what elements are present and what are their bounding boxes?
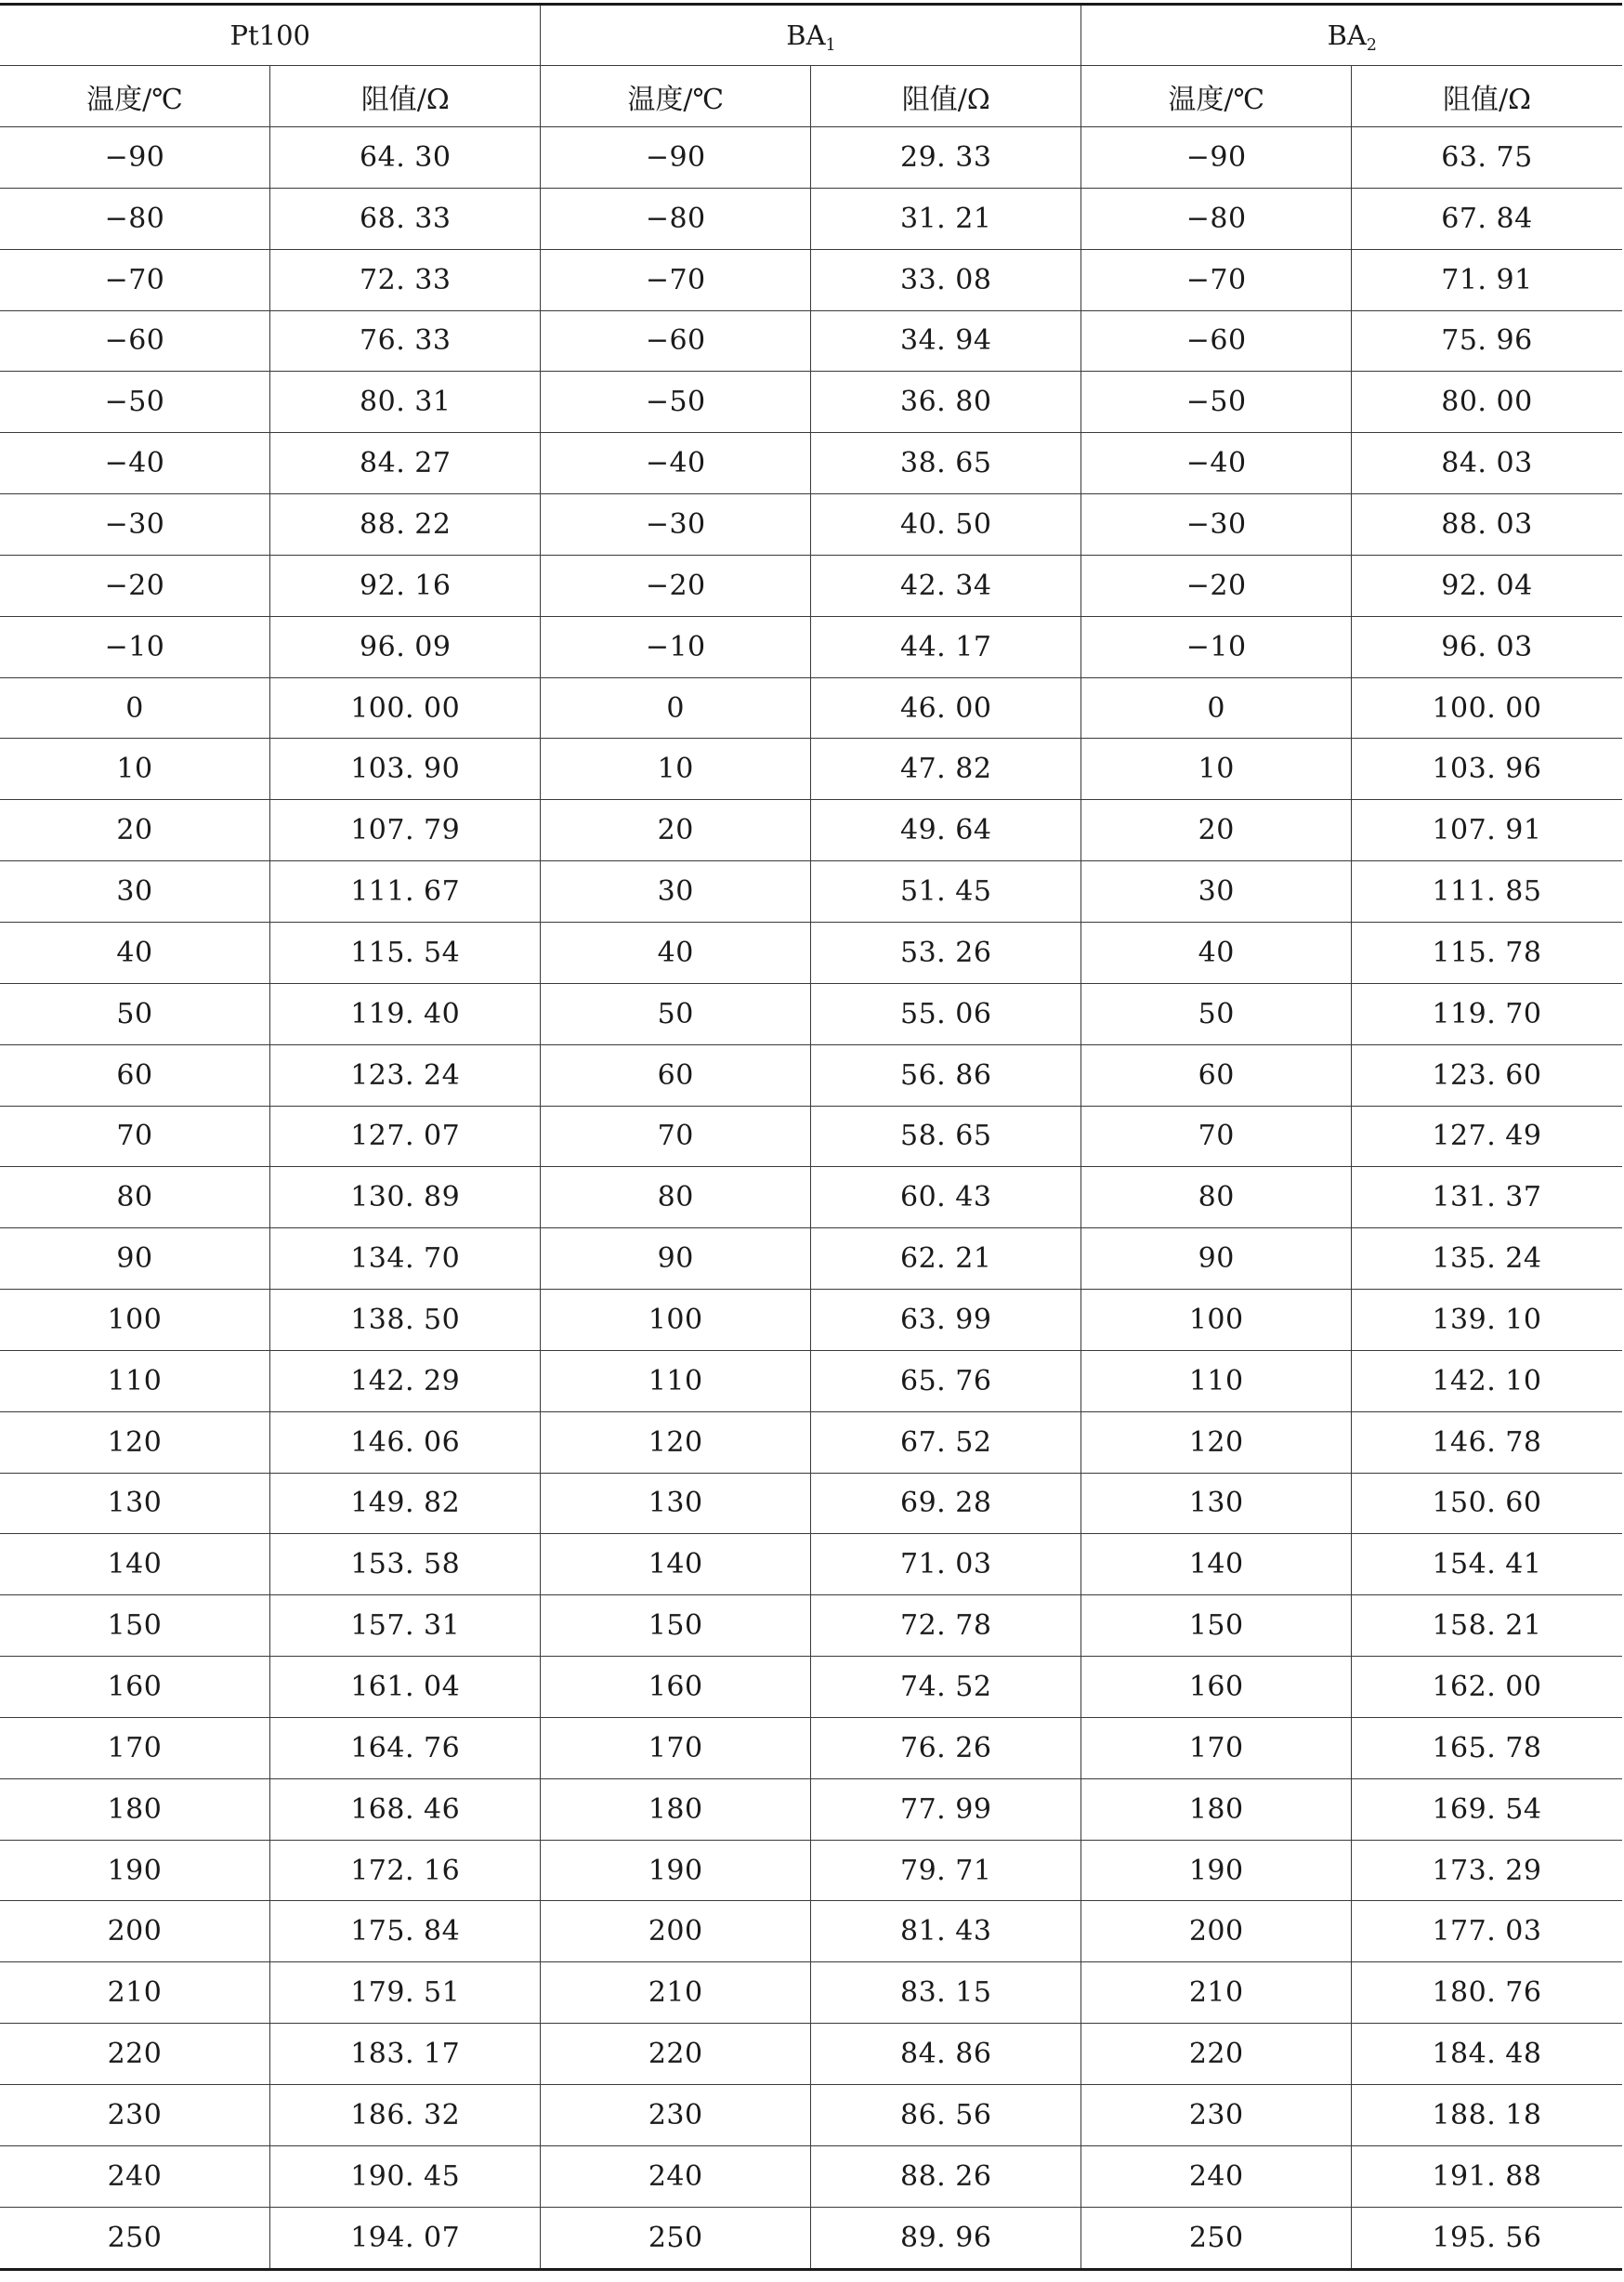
table-row — [0, 1228, 1622, 1290]
cell-pt100-temperature: 160 — [0, 1657, 269, 1718]
cell-pt100-resistance: 157. 31 — [269, 1595, 541, 1657]
cell-ba1-temperature: 100 — [541, 1290, 810, 1351]
cell-pt100-resistance: 134. 70 — [269, 1228, 541, 1290]
cell-ba1-resistance: 63. 99 — [810, 1290, 1081, 1351]
cell-pt100-temperature: 110 — [0, 1350, 269, 1411]
cell-ba2-resistance: 158. 21 — [1351, 1595, 1622, 1657]
table-row — [0, 1534, 1622, 1595]
table-row — [0, 677, 1622, 739]
cell-ba1-resistance: 84. 86 — [810, 2024, 1081, 2085]
cell-pt100-resistance: 76. 33 — [269, 310, 541, 372]
cell-ba1-resistance: 56. 86 — [810, 1044, 1081, 1106]
cell-ba1-temperature: 140 — [541, 1534, 810, 1595]
cell-ba1-resistance: 71. 03 — [810, 1534, 1081, 1595]
cell-ba1-temperature: −20 — [541, 555, 810, 616]
cell-ba1-resistance: 81. 43 — [810, 1901, 1081, 1962]
column-header-temperature: 温度/℃ — [0, 66, 269, 127]
cell-pt100-resistance: 80. 31 — [269, 372, 541, 433]
cell-ba2-resistance: 162. 00 — [1351, 1657, 1622, 1718]
resistance-table-container — [0, 3, 1622, 2271]
cell-ba1-resistance: 77. 99 — [810, 1778, 1081, 1840]
cell-pt100-resistance: 183. 17 — [269, 2024, 541, 2085]
cell-ba1-temperature: −70 — [541, 249, 810, 310]
cell-ba1-temperature: 110 — [541, 1350, 810, 1411]
cell-ba2-resistance: 180. 76 — [1351, 1962, 1622, 2024]
cell-pt100-temperature: 0 — [0, 677, 269, 739]
cell-ba1-temperature: 180 — [541, 1778, 810, 1840]
cell-ba1-temperature: −10 — [541, 616, 810, 677]
cell-pt100-temperature: 80 — [0, 1167, 269, 1228]
cell-ba1-resistance: 72. 78 — [810, 1595, 1081, 1657]
cell-ba1-temperature: 70 — [541, 1106, 810, 1167]
cell-ba2-resistance: 100. 00 — [1351, 677, 1622, 739]
cell-ba2-temperature: 250 — [1081, 2207, 1351, 2269]
cell-ba2-temperature: 170 — [1081, 1717, 1351, 1778]
column-header-resistance: 阻值/Ω — [1351, 66, 1622, 127]
group-header-ba1 — [541, 5, 1081, 66]
cell-pt100-resistance: 115. 54 — [269, 922, 541, 983]
cell-ba2-resistance: 150. 60 — [1351, 1473, 1622, 1534]
cell-ba1-temperature: 190 — [541, 1840, 810, 1901]
cell-pt100-temperature: 240 — [0, 2145, 269, 2207]
table-row — [0, 433, 1622, 494]
cell-pt100-temperature: 150 — [0, 1595, 269, 1657]
cell-ba2-resistance: 80. 00 — [1351, 372, 1622, 433]
cell-ba1-temperature: 120 — [541, 1411, 810, 1473]
cell-ba2-resistance: 188. 18 — [1351, 2085, 1622, 2146]
cell-ba1-temperature: −50 — [541, 372, 810, 433]
cell-pt100-resistance: 127. 07 — [269, 1106, 541, 1167]
cell-ba1-resistance: 89. 96 — [810, 2207, 1081, 2269]
cell-ba1-resistance: 83. 15 — [810, 1962, 1081, 2024]
cell-ba1-resistance: 60. 43 — [810, 1167, 1081, 1228]
cell-ba1-resistance: 67. 52 — [810, 1411, 1081, 1473]
cell-ba1-resistance: 55. 06 — [810, 983, 1081, 1044]
cell-pt100-temperature: 190 — [0, 1840, 269, 1901]
cell-ba1-temperature: −80 — [541, 188, 810, 249]
cell-pt100-resistance: 175. 84 — [269, 1901, 541, 1962]
cell-pt100-resistance: 153. 58 — [269, 1534, 541, 1595]
cell-ba1-resistance: 36. 80 — [810, 372, 1081, 433]
cell-ba2-temperature: 70 — [1081, 1106, 1351, 1167]
cell-ba1-resistance: 47. 82 — [810, 739, 1081, 800]
cell-ba2-temperature: 110 — [1081, 1350, 1351, 1411]
cell-ba1-resistance: 40. 50 — [810, 494, 1081, 556]
cell-pt100-temperature: 100 — [0, 1290, 269, 1351]
cell-ba2-temperature: 60 — [1081, 1044, 1351, 1106]
cell-ba2-temperature: 130 — [1081, 1473, 1351, 1534]
cell-ba1-resistance: 58. 65 — [810, 1106, 1081, 1167]
cell-ba2-temperature: 230 — [1081, 2085, 1351, 2146]
cell-pt100-resistance: 179. 51 — [269, 1962, 541, 2024]
cell-ba2-temperature: −10 — [1081, 616, 1351, 677]
cell-pt100-temperature: −20 — [0, 555, 269, 616]
cell-ba2-resistance: 96. 03 — [1351, 616, 1622, 677]
cell-pt100-temperature: 40 — [0, 922, 269, 983]
cell-ba2-temperature: 160 — [1081, 1657, 1351, 1718]
cell-pt100-temperature: 170 — [0, 1717, 269, 1778]
cell-ba2-temperature: −30 — [1081, 494, 1351, 556]
group-header-pt100 — [0, 5, 541, 66]
cell-pt100-resistance: 186. 32 — [269, 2085, 541, 2146]
cell-ba2-resistance: 154. 41 — [1351, 1534, 1622, 1595]
group-subscript: 1 — [825, 36, 836, 56]
cell-pt100-resistance: 103. 90 — [269, 739, 541, 800]
table-row — [0, 2207, 1622, 2269]
cell-ba2-resistance: 88. 03 — [1351, 494, 1622, 556]
cell-ba1-resistance: 38. 65 — [810, 433, 1081, 494]
cell-pt100-resistance: 164. 76 — [269, 1717, 541, 1778]
cell-ba2-resistance: 107. 91 — [1351, 800, 1622, 861]
cell-ba2-resistance: 115. 78 — [1351, 922, 1622, 983]
cell-pt100-resistance: 149. 82 — [269, 1473, 541, 1534]
cell-ba2-resistance: 111. 85 — [1351, 861, 1622, 923]
cell-pt100-resistance: 123. 24 — [269, 1044, 541, 1106]
cell-pt100-resistance: 84. 27 — [269, 433, 541, 494]
cell-pt100-temperature: 30 — [0, 861, 269, 923]
cell-ba2-temperature: 240 — [1081, 2145, 1351, 2207]
cell-ba1-resistance: 51. 45 — [810, 861, 1081, 923]
cell-ba1-resistance: 42. 34 — [810, 555, 1081, 616]
cell-ba2-resistance: 92. 04 — [1351, 555, 1622, 616]
cell-ba2-resistance: 119. 70 — [1351, 983, 1622, 1044]
cell-ba2-resistance: 75. 96 — [1351, 310, 1622, 372]
table-row — [0, 983, 1622, 1044]
table-row — [0, 800, 1622, 861]
cell-ba1-temperature: 220 — [541, 2024, 810, 2085]
column-header-temperature: 温度/℃ — [541, 66, 810, 127]
cell-ba2-temperature: 220 — [1081, 2024, 1351, 2085]
cell-ba1-resistance: 76. 26 — [810, 1717, 1081, 1778]
cell-pt100-temperature: 250 — [0, 2207, 269, 2269]
cell-ba1-resistance: 53. 26 — [810, 922, 1081, 983]
cell-ba1-temperature: −90 — [541, 127, 810, 189]
cell-pt100-resistance: 168. 46 — [269, 1778, 541, 1840]
group-subscript: 2 — [1366, 36, 1377, 56]
cell-pt100-temperature: 180 — [0, 1778, 269, 1840]
cell-ba2-resistance: 63. 75 — [1351, 127, 1622, 189]
group-name: Pt100 — [229, 20, 310, 51]
cell-ba2-resistance: 71. 91 — [1351, 249, 1622, 310]
cell-ba1-temperature: 160 — [541, 1657, 810, 1718]
cell-ba2-resistance: 195. 56 — [1351, 2207, 1622, 2269]
cell-ba2-resistance: 165. 78 — [1351, 1717, 1622, 1778]
table-row — [0, 1350, 1622, 1411]
cell-ba2-temperature: 190 — [1081, 1840, 1351, 1901]
cell-ba2-resistance: 131. 37 — [1351, 1167, 1622, 1228]
cell-pt100-temperature: −90 — [0, 127, 269, 189]
cell-ba2-resistance: 67. 84 — [1351, 188, 1622, 249]
table-row — [0, 249, 1622, 310]
cell-pt100-resistance: 138. 50 — [269, 1290, 541, 1351]
cell-ba1-resistance: 65. 76 — [810, 1350, 1081, 1411]
cell-ba2-temperature: 20 — [1081, 800, 1351, 861]
cell-ba1-resistance: 69. 28 — [810, 1473, 1081, 1534]
table-row — [0, 1962, 1622, 2024]
cell-ba2-temperature: −80 — [1081, 188, 1351, 249]
cell-pt100-temperature: 90 — [0, 1228, 269, 1290]
table-row — [0, 1657, 1622, 1718]
cell-ba2-temperature: 100 — [1081, 1290, 1351, 1351]
table-row — [0, 1840, 1622, 1901]
table-row — [0, 310, 1622, 372]
cell-ba1-temperature: 80 — [541, 1167, 810, 1228]
cell-pt100-resistance: 96. 09 — [269, 616, 541, 677]
cell-pt100-temperature: −40 — [0, 433, 269, 494]
column-header-resistance: 阻值/Ω — [810, 66, 1081, 127]
cell-pt100-resistance: 111. 67 — [269, 861, 541, 923]
cell-pt100-temperature: 210 — [0, 1962, 269, 2024]
table-row — [0, 372, 1622, 433]
cell-pt100-resistance: 142. 29 — [269, 1350, 541, 1411]
resistance-table — [0, 3, 1622, 2271]
cell-ba1-temperature: 30 — [541, 861, 810, 923]
cell-ba1-temperature: 60 — [541, 1044, 810, 1106]
cell-ba1-resistance: 79. 71 — [810, 1840, 1081, 1901]
cell-ba2-resistance: 84. 03 — [1351, 433, 1622, 494]
cell-ba2-temperature: 40 — [1081, 922, 1351, 983]
group-name: BA — [1327, 20, 1367, 51]
cell-ba1-temperature: 150 — [541, 1595, 810, 1657]
cell-ba1-temperature: −30 — [541, 494, 810, 556]
table-row — [0, 494, 1622, 556]
cell-ba1-resistance: 49. 64 — [810, 800, 1081, 861]
cell-ba2-resistance: 123. 60 — [1351, 1044, 1622, 1106]
cell-pt100-temperature: 50 — [0, 983, 269, 1044]
cell-ba2-temperature: −20 — [1081, 555, 1351, 616]
cell-ba1-resistance: 33. 08 — [810, 249, 1081, 310]
cell-ba1-resistance: 86. 56 — [810, 2085, 1081, 2146]
cell-pt100-resistance: 64. 30 — [269, 127, 541, 189]
table-body — [0, 127, 1622, 2270]
cell-ba2-temperature: 200 — [1081, 1901, 1351, 1962]
cell-ba1-temperature: 20 — [541, 800, 810, 861]
table-row — [0, 1595, 1622, 1657]
table-row — [0, 2085, 1622, 2146]
cell-ba2-temperature: −40 — [1081, 433, 1351, 494]
table-row — [0, 1473, 1622, 1534]
cell-pt100-temperature: 220 — [0, 2024, 269, 2085]
cell-ba1-temperature: 210 — [541, 1962, 810, 2024]
group-header-ba2 — [1081, 5, 1622, 66]
cell-ba2-temperature: 10 — [1081, 739, 1351, 800]
table-row — [0, 1411, 1622, 1473]
cell-ba1-temperature: 230 — [541, 2085, 810, 2146]
cell-ba1-resistance: 62. 21 — [810, 1228, 1081, 1290]
cell-ba1-temperature: 130 — [541, 1473, 810, 1534]
cell-ba2-resistance: 135. 24 — [1351, 1228, 1622, 1290]
table-row — [0, 555, 1622, 616]
cell-ba1-resistance: 29. 33 — [810, 127, 1081, 189]
cell-pt100-temperature: −10 — [0, 616, 269, 677]
group-name: BA — [786, 20, 826, 51]
cell-pt100-resistance: 194. 07 — [269, 2207, 541, 2269]
cell-ba2-temperature: 210 — [1081, 1962, 1351, 2024]
cell-ba2-temperature: 50 — [1081, 983, 1351, 1044]
cell-pt100-temperature: −70 — [0, 249, 269, 310]
cell-ba1-resistance: 88. 26 — [810, 2145, 1081, 2207]
cell-pt100-temperature: 120 — [0, 1411, 269, 1473]
cell-pt100-temperature: 130 — [0, 1473, 269, 1534]
cell-pt100-resistance: 130. 89 — [269, 1167, 541, 1228]
cell-pt100-resistance: 161. 04 — [269, 1657, 541, 1718]
table-row — [0, 2024, 1622, 2085]
cell-pt100-temperature: 230 — [0, 2085, 269, 2146]
column-header-row — [0, 66, 1622, 127]
table-row — [0, 2145, 1622, 2207]
cell-pt100-resistance: 107. 79 — [269, 800, 541, 861]
group-header-row — [0, 5, 1622, 66]
cell-ba2-temperature: 90 — [1081, 1228, 1351, 1290]
cell-ba2-resistance: 177. 03 — [1351, 1901, 1622, 1962]
cell-ba2-resistance: 169. 54 — [1351, 1778, 1622, 1840]
cell-ba2-temperature: −50 — [1081, 372, 1351, 433]
cell-pt100-temperature: 60 — [0, 1044, 269, 1106]
cell-ba2-resistance: 142. 10 — [1351, 1350, 1622, 1411]
cell-ba2-temperature: −90 — [1081, 127, 1351, 189]
cell-pt100-temperature: 200 — [0, 1901, 269, 1962]
cell-pt100-resistance: 68. 33 — [269, 188, 541, 249]
cell-pt100-resistance: 190. 45 — [269, 2145, 541, 2207]
cell-ba2-temperature: −60 — [1081, 310, 1351, 372]
cell-pt100-temperature: −60 — [0, 310, 269, 372]
cell-ba1-temperature: 250 — [541, 2207, 810, 2269]
cell-ba2-temperature: 120 — [1081, 1411, 1351, 1473]
cell-ba1-resistance: 34. 94 — [810, 310, 1081, 372]
cell-pt100-temperature: 20 — [0, 800, 269, 861]
cell-ba2-resistance: 191. 88 — [1351, 2145, 1622, 2207]
cell-ba1-temperature: 170 — [541, 1717, 810, 1778]
table-row — [0, 1044, 1622, 1106]
column-header-resistance: 阻值/Ω — [269, 66, 541, 127]
cell-ba1-resistance: 44. 17 — [810, 616, 1081, 677]
cell-ba1-temperature: 10 — [541, 739, 810, 800]
cell-ba1-temperature: 90 — [541, 1228, 810, 1290]
cell-pt100-resistance: 119. 40 — [269, 983, 541, 1044]
cell-pt100-temperature: 140 — [0, 1534, 269, 1595]
table-row — [0, 188, 1622, 249]
cell-ba2-temperature: 150 — [1081, 1595, 1351, 1657]
cell-ba1-temperature: 40 — [541, 922, 810, 983]
cell-ba1-resistance: 74. 52 — [810, 1657, 1081, 1718]
cell-pt100-resistance: 92. 16 — [269, 555, 541, 616]
cell-pt100-temperature: −50 — [0, 372, 269, 433]
cell-ba2-resistance: 173. 29 — [1351, 1840, 1622, 1901]
cell-ba1-resistance: 46. 00 — [810, 677, 1081, 739]
cell-pt100-resistance: 172. 16 — [269, 1840, 541, 1901]
cell-ba2-resistance: 139. 10 — [1351, 1290, 1622, 1351]
column-header-temperature: 温度/℃ — [1081, 66, 1351, 127]
table-row — [0, 922, 1622, 983]
table-row — [0, 1167, 1622, 1228]
table-row — [0, 1106, 1622, 1167]
cell-ba2-temperature: −70 — [1081, 249, 1351, 310]
cell-ba1-temperature: −40 — [541, 433, 810, 494]
table-row — [0, 1901, 1622, 1962]
cell-pt100-temperature: 10 — [0, 739, 269, 800]
cell-ba2-resistance: 184. 48 — [1351, 2024, 1622, 2085]
cell-pt100-temperature: −80 — [0, 188, 269, 249]
cell-ba2-resistance: 146. 78 — [1351, 1411, 1622, 1473]
cell-ba1-temperature: 240 — [541, 2145, 810, 2207]
cell-ba2-temperature: 140 — [1081, 1534, 1351, 1595]
cell-ba2-resistance: 127. 49 — [1351, 1106, 1622, 1167]
cell-ba1-resistance: 31. 21 — [810, 188, 1081, 249]
cell-ba2-temperature: 0 — [1081, 677, 1351, 739]
cell-pt100-resistance: 100. 00 — [269, 677, 541, 739]
table-row — [0, 1717, 1622, 1778]
cell-ba2-temperature: 180 — [1081, 1778, 1351, 1840]
cell-pt100-temperature: 70 — [0, 1106, 269, 1167]
cell-ba1-temperature: 50 — [541, 983, 810, 1044]
cell-pt100-temperature: −30 — [0, 494, 269, 556]
cell-pt100-resistance: 88. 22 — [269, 494, 541, 556]
cell-pt100-resistance: 146. 06 — [269, 1411, 541, 1473]
cell-ba2-temperature: 30 — [1081, 861, 1351, 923]
table-row — [0, 1778, 1622, 1840]
cell-pt100-resistance: 72. 33 — [269, 249, 541, 310]
table-row — [0, 739, 1622, 800]
table-row — [0, 616, 1622, 677]
cell-ba1-temperature: 0 — [541, 677, 810, 739]
cell-ba1-temperature: −60 — [541, 310, 810, 372]
cell-ba1-temperature: 200 — [541, 1901, 810, 1962]
table-row — [0, 1290, 1622, 1351]
cell-ba2-temperature: 80 — [1081, 1167, 1351, 1228]
cell-ba2-resistance: 103. 96 — [1351, 739, 1622, 800]
table-row — [0, 861, 1622, 923]
table-row — [0, 127, 1622, 189]
